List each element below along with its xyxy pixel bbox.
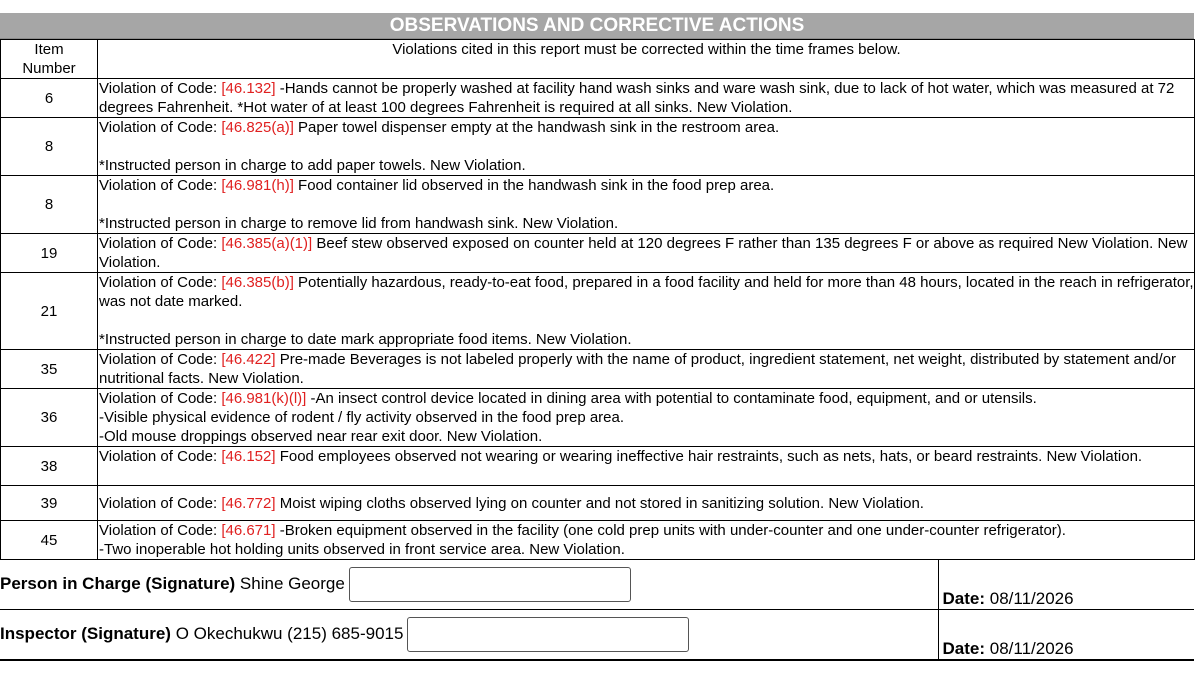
table-row xyxy=(1,447,1195,486)
violation-description xyxy=(98,176,1195,234)
inspection-report xyxy=(0,13,1194,661)
item-number: 19 xyxy=(1,234,98,273)
violation-code-link[interactable]: [46.772] xyxy=(221,494,276,512)
violation-text: -Broken equipment observed in the facility (one cold prep units with under-counter and one under-counter refrigerator). -Two inoperable hot holding units observed in front service area. New Violation. xyxy=(99,522,1066,558)
violation-text: Paper towel dispenser empty at the handwash sink in the restroom area. *Instructed person in charge to add paper towels. New Violation. xyxy=(99,119,780,174)
violation-description xyxy=(98,389,1195,447)
violation-text: Potentially hazardous, ready-to-eat food, prepared in a food facility and held for more than 48 hours, located in the reach in refrigerator, was not date marked. *Instructed person in charge to date mark appropriate food items. New Violation. xyxy=(99,274,1194,348)
person-date-value: 08/11/2026 xyxy=(985,589,1074,608)
item-number: 21 xyxy=(1,273,98,350)
person-in-charge-label: Person in Charge (Signature) xyxy=(0,573,236,593)
correction-timeframe-note: Violations cited in this report must be corrected within the time frames below. xyxy=(98,40,1195,79)
violation-description xyxy=(98,447,1195,486)
violation-code-link[interactable]: [46.385(a)(1)] xyxy=(221,235,313,252)
inspector-date-value: 08/11/2026 xyxy=(985,639,1074,658)
violation-code-link[interactable]: [46.422] xyxy=(221,351,276,368)
violation-description xyxy=(98,79,1195,118)
violation-prefix: Violation of Code: xyxy=(99,177,222,194)
violation-prefix: Violation of Code: xyxy=(99,494,222,512)
table-row xyxy=(1,273,1195,350)
table-row xyxy=(1,176,1195,234)
violation-code-link[interactable]: [46.825(a)] xyxy=(221,119,294,136)
violation-code-link[interactable]: [46.671] xyxy=(221,522,276,539)
violation-description xyxy=(98,118,1195,176)
table-row xyxy=(1,350,1195,389)
table-row xyxy=(1,79,1195,118)
item-number: 8 xyxy=(1,176,98,234)
table-row xyxy=(1,118,1195,176)
inspector-row xyxy=(0,610,1194,661)
inspector-label: Inspector (Signature) xyxy=(0,623,171,643)
violation-prefix: Violation of Code: xyxy=(99,274,222,291)
violation-text: -Hands cannot be properly washed at facility hand wash sinks and ware wash sink, due to lack of hot water, which was measured at 72 degrees Fahrenheit. *Hot water of at least 100 degrees Fahrenheit is required at all sinks. New Violation. xyxy=(99,80,1175,116)
violation-description xyxy=(98,234,1195,273)
violation-prefix: Violation of Code: xyxy=(99,448,222,465)
item-number: 36 xyxy=(1,389,98,447)
table-row xyxy=(1,234,1195,273)
person-in-charge-name: Shine George xyxy=(235,573,345,593)
violation-description xyxy=(98,486,1195,521)
violation-code-link[interactable]: [46.981(h)] xyxy=(221,177,294,194)
violation-prefix: Violation of Code: xyxy=(99,80,222,97)
violation-text: Moist wiping cloths observed lying on counter and not stored in sanitizing solution. New Violation. xyxy=(275,494,924,512)
violations-table xyxy=(0,39,1195,560)
table-row xyxy=(1,486,1195,521)
violation-prefix: Violation of Code: xyxy=(99,351,222,368)
inspector-date-label: Date: xyxy=(942,639,986,658)
item-number: 35 xyxy=(1,350,98,389)
table-header-row xyxy=(1,40,1195,79)
violation-description xyxy=(98,350,1195,389)
violation-prefix: Violation of Code: xyxy=(99,390,222,407)
violation-code-link[interactable]: [46.152] xyxy=(221,448,276,465)
violation-description xyxy=(98,521,1195,560)
person-in-charge-signature-box[interactable] xyxy=(349,567,631,602)
violation-text: Pre-made Beverages is not labeled properly with the name of product, ingredient statement, net weight, distributed by statement and/or nutritional facts. New Violation. xyxy=(99,351,1177,387)
violation-text: -An insect control device located in dining area with potential to contaminate food, equipment, and or utensils. -Visible physical evidence of rodent / fly activity observed in the food prep area. -Old mouse droppings observed near rear exit door. New Violation. xyxy=(99,390,1037,445)
violation-text: Food employees observed not wearing or wearing ineffective hair restraints, such as nets, hats, or beard restraints. New Violation. xyxy=(275,448,1143,465)
violation-prefix: Violation of Code: xyxy=(99,119,222,136)
person-in-charge-row xyxy=(0,560,1194,610)
signature-table xyxy=(0,560,1194,661)
violation-code-link[interactable]: [46.132] xyxy=(221,80,276,97)
item-number-header: Item Number xyxy=(1,40,98,79)
table-row xyxy=(1,389,1195,447)
violation-text: Beef stew observed exposed on counter held at 120 degrees F rather than 135 degrees F or above as required New Violation. New Violation. xyxy=(99,235,1188,271)
item-number: 39 xyxy=(1,486,98,521)
item-number: 38 xyxy=(1,447,98,486)
violation-text: Food container lid observed in the handwash sink in the food prep area. *Instructed person in charge to remove lid from handwash sink. New Violation. xyxy=(99,177,775,232)
inspector-signature-box[interactable] xyxy=(407,617,689,652)
section-title: OBSERVATIONS AND CORRECTIVE ACTIONS xyxy=(0,13,1194,39)
inspector-name: O Okechukwu (215) 685-9015 xyxy=(170,623,404,643)
item-number: 8 xyxy=(1,118,98,176)
table-row xyxy=(1,521,1195,560)
violation-prefix: Violation of Code: xyxy=(99,522,222,539)
violation-description xyxy=(98,273,1195,350)
violation-code-link[interactable]: [46.385(b)] xyxy=(221,274,294,291)
item-number: 6 xyxy=(1,79,98,118)
violation-prefix: Violation of Code: xyxy=(99,235,222,252)
item-number: 45 xyxy=(1,521,98,560)
person-date-label: Date: xyxy=(942,589,986,608)
violation-code-link[interactable]: [46.981(k)(l)] xyxy=(221,390,307,407)
